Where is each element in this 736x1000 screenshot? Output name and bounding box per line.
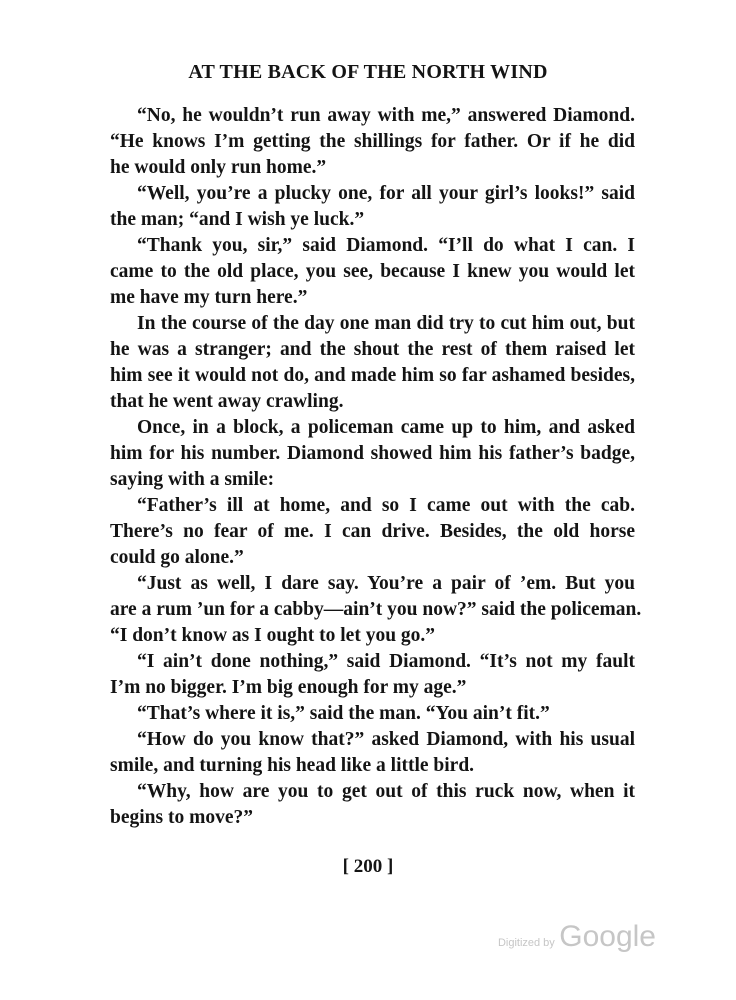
text-line: “Just as well, I dare say. You’re a pair of ’em. But you: [137, 573, 635, 594]
text-line: begins to move?”: [110, 807, 253, 828]
text-line: “That’s where it is,” said the man. “You ain’t fit.”: [137, 703, 550, 724]
text-line: smile, and turning his head like a little bird.: [110, 755, 475, 776]
text-line: me have my turn here.”: [110, 287, 308, 308]
text-line: came to the old place, you see, because I knew you would let: [110, 261, 635, 282]
text-line: “Thank you, sir,” said Diamond. “I’ll do what I can. I: [137, 235, 635, 256]
text-line: Once, in a block, a policeman came up to him, and asked: [137, 417, 635, 438]
text-line: In the course of the day one man did try to cut him out, but: [137, 313, 635, 334]
text-line: him see it would not do, and made him so far ashamed besides,: [110, 365, 635, 386]
page-number: [ 200 ]: [342, 856, 394, 877]
google-watermark: [498, 920, 656, 954]
text-line: he would only run home.”: [110, 157, 327, 178]
text-line: saying with a smile:: [110, 469, 275, 490]
text-line: that he went away crawling.: [110, 391, 344, 412]
text-line: could go alone.”: [110, 547, 244, 568]
watermark-brand: Google: [559, 920, 656, 953]
text-line: “I don’t know as I ought to let you go.”: [110, 625, 436, 646]
text-line: “Why, how are you to get out of this ruck now, when it: [137, 781, 635, 802]
text-line: “I ain’t done nothing,” said Diamond. “It’s not my fault: [137, 651, 635, 672]
text-line: he was a stranger; and the shout the rest of them raised let: [110, 339, 635, 360]
text-line: “He knows I’m getting the shillings for father. Or if he did: [110, 131, 635, 152]
watermark-prefix: Digitized by: [497, 937, 555, 949]
text-line: “No, he wouldn’t run away with me,” answered Diamond.: [137, 105, 635, 126]
text-line: I’m no bigger. I’m big enough for my age.”: [110, 677, 467, 698]
text-line: There’s no fear of me. I can drive. Besides, the old horse: [110, 521, 635, 542]
text-line: him for his number. Diamond showed him his father’s badge,: [110, 443, 635, 464]
text-line: “Well, you’re a plucky one, for all your girl’s looks!” said: [137, 183, 635, 204]
text-line: “Father’s ill at home, and so I came out with the cab.: [137, 495, 635, 516]
text-line: “How do you know that?” asked Diamond, with his usual: [137, 729, 635, 750]
text-line: the man; “and I wish ye luck.”: [110, 209, 365, 230]
page-title: AT THE BACK OF THE NORTH WIND: [188, 61, 548, 83]
body-text: [110, 103, 642, 831]
text-line: are a rum ’un for a cabby—ain’t you now?” said the policeman.: [110, 599, 642, 620]
